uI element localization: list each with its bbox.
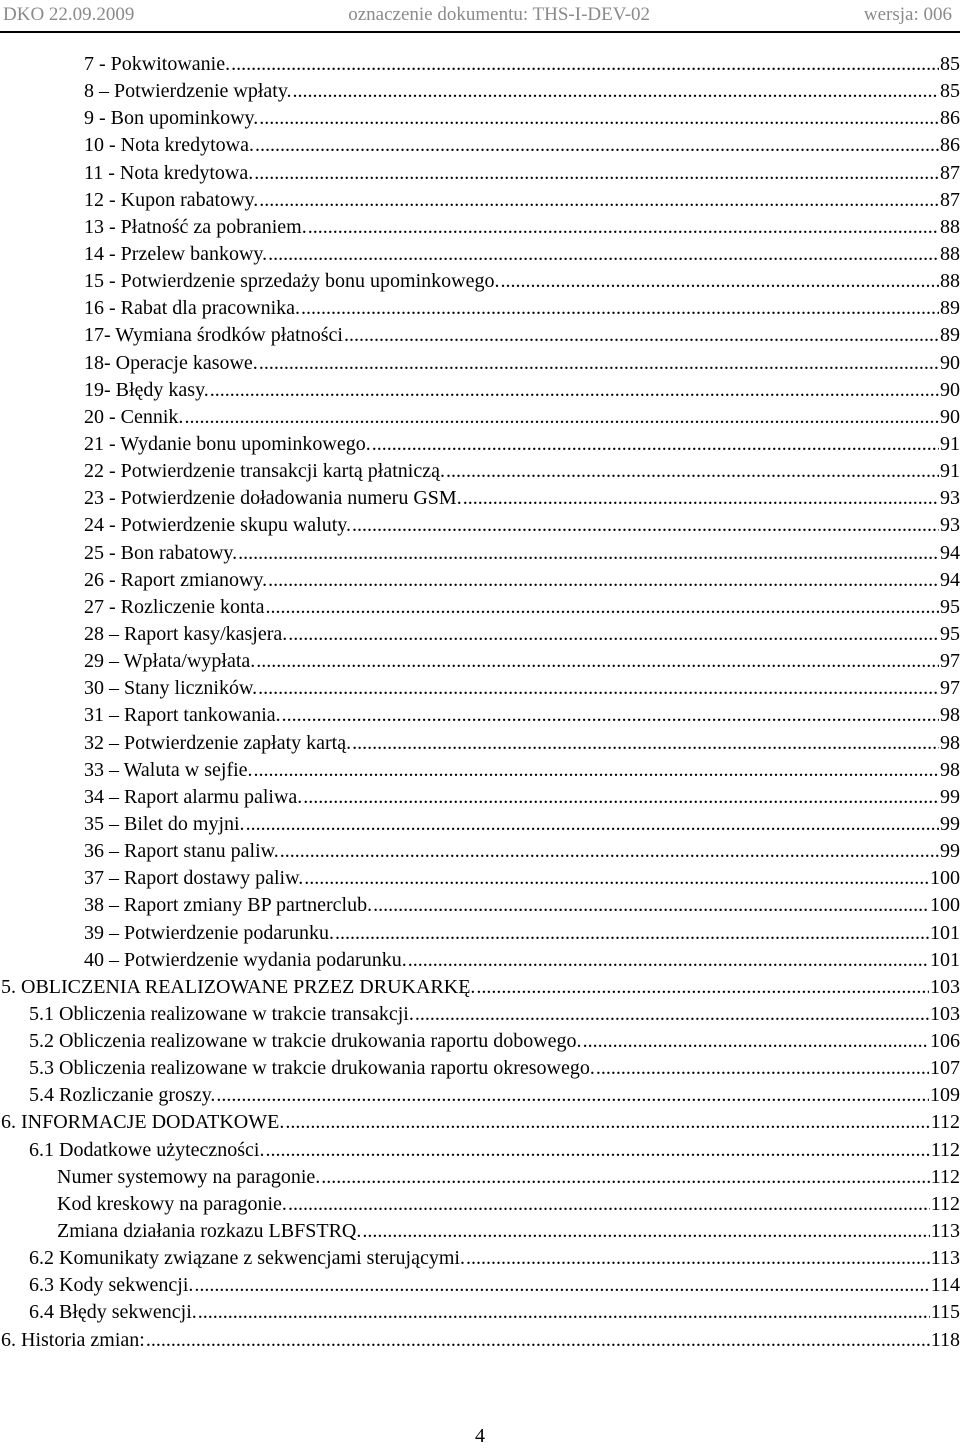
toc-entry-page: 114: [930, 1274, 960, 1297]
toc-entry[interactable]: [0, 51, 960, 78]
toc-entry-label: 5.2 Obliczenia realizowane w trakcie drukowania raportu dobowego.: [29, 1030, 582, 1053]
toc-entry[interactable]: [0, 1082, 960, 1109]
toc-entry-page: 89: [940, 324, 960, 347]
toc-entry-page: 99: [940, 812, 960, 835]
toc-entry-label: 6. Historia zmian:: [1, 1328, 145, 1351]
toc-entry-label: 30 – Stany liczników.: [84, 677, 258, 700]
toc-entry-label: 32 – Potwierdzenie zapłaty kartą.: [84, 731, 352, 754]
toc-entry-page: 91: [940, 460, 960, 483]
toc-entry[interactable]: [0, 105, 960, 132]
toc-entry-page: 88: [940, 215, 960, 238]
toc-entry-label: 18- Operacje kasowe.: [84, 351, 258, 374]
toc-leader-dots: [288, 1191, 930, 1218]
toc-entry-label: 9 - Bon upominkowy.: [84, 107, 259, 130]
toc-entry-label: 29 – Wpłata/wypłata.: [84, 650, 256, 673]
toc-leader-dots: [352, 730, 939, 757]
toc-entry-page: 103: [930, 975, 960, 998]
toc-entry[interactable]: [0, 1109, 960, 1136]
toc-entry[interactable]: [0, 160, 960, 187]
header-version: wersja: 006: [863, 4, 952, 25]
toc-entry-page: 103: [930, 1002, 960, 1025]
toc-entry[interactable]: [0, 268, 960, 295]
toc-leader-dots: [304, 865, 929, 892]
toc-entry-label: 6.3 Kody sekwencji.: [29, 1274, 194, 1297]
toc-entry-page: 91: [940, 432, 960, 455]
toc-entry-page: 90: [940, 351, 960, 374]
toc-leader-dots: [210, 377, 939, 404]
toc-leader-dots: [372, 431, 939, 458]
toc-entry-page: 86: [940, 134, 960, 157]
toc-entry-label: 25 - Bon rabatowy.: [84, 541, 238, 564]
toc-entry-page: 112: [930, 1165, 960, 1188]
toc-entry-label: 6.2 Komunikaty związane z sekwencjami sterującymi.: [29, 1247, 465, 1270]
toc-entry-page: 89: [940, 297, 960, 320]
toc-entry-page: 88: [940, 270, 960, 293]
toc-entry-page: 98: [940, 731, 960, 754]
toc-entry-label: 5. OBLICZENIA REALIZOWANE PRZEZ DRUKARKĘ.: [1, 975, 476, 998]
toc-entry-page: 97: [940, 650, 960, 673]
toc-entry-page: 101: [930, 921, 960, 944]
toc-entry[interactable]: [0, 458, 960, 485]
toc-entry-label: 14 - Przelew bankowy.: [84, 242, 268, 265]
toc-entry[interactable]: [0, 675, 960, 702]
toc-leader-dots: [303, 784, 939, 811]
toc-leader-dots: [266, 594, 940, 621]
toc-leader-dots: [308, 214, 939, 241]
toc-entry[interactable]: [0, 892, 960, 919]
toc-entry-label: 34 – Raport alarmu paliwa.: [84, 785, 303, 808]
toc-entry-label: 37 – Raport dostawy paliw.: [84, 867, 304, 890]
toc-entry-label: 27 - Rozliczenie konta: [84, 595, 265, 618]
toc-entry[interactable]: [0, 1001, 960, 1028]
toc-entry[interactable]: [0, 757, 960, 784]
toc-leader-dots: [321, 1164, 929, 1191]
toc-entry-label: 16 - Rabat dla pracownika.: [84, 297, 301, 320]
toc-entry[interactable]: [0, 730, 960, 757]
toc-entry-page: 99: [940, 785, 960, 808]
toc-entry[interactable]: [0, 811, 960, 838]
toc-leader-dots: [446, 458, 939, 485]
toc-entry-label: 5.1 Obliczenia realizowane w trakcie transakcji.: [29, 1002, 414, 1025]
toc-entry-label: 11 - Nota kredytowa.: [84, 161, 254, 184]
toc-entry-label: 24 - Potwierdzenie skupu waluty.: [84, 514, 351, 537]
toc-entry[interactable]: [0, 567, 960, 594]
toc-entry[interactable]: [0, 512, 960, 539]
toc-leader-dots: [255, 132, 939, 159]
toc-entry-label: 12 - Kupon rabatowy.: [84, 188, 259, 211]
toc-entry[interactable]: [0, 431, 960, 458]
toc-leader-dots: [259, 187, 939, 214]
toc-leader-dots: [373, 892, 929, 919]
toc-entry[interactable]: [0, 1191, 960, 1218]
toc-entry-page: 94: [940, 541, 960, 564]
toc-entry-label: 20 - Cennik.: [84, 405, 184, 428]
toc-entry[interactable]: [0, 594, 960, 621]
toc-entry-page: 95: [940, 622, 960, 645]
toc-entry[interactable]: [0, 404, 960, 431]
toc-entry-label: 21 - Wydanie bonu upominkowego.: [84, 432, 371, 455]
toc-entry-page: 113: [930, 1220, 960, 1243]
toc-entry[interactable]: [0, 838, 960, 865]
page-number: 4: [475, 1425, 485, 1447]
toc-entry[interactable]: [0, 377, 960, 404]
toc-leader-dots: [344, 322, 939, 349]
toc-entry-label: 36 – Raport stanu paliw.: [84, 840, 279, 863]
toc-entry-label: 13 - Płatność za pobraniem.: [84, 215, 307, 238]
toc-entry[interactable]: [0, 485, 960, 512]
toc-entry-label: 22 - Potwierdzenie transakcji kartą płatniczą.: [84, 460, 445, 483]
toc-entry[interactable]: [0, 621, 960, 648]
toc-entry-page: 115: [930, 1301, 960, 1324]
toc-entry[interactable]: [0, 1327, 960, 1354]
toc-entry-page: 85: [940, 53, 960, 75]
toc-entry[interactable]: [0, 1299, 960, 1326]
toc-entry[interactable]: [0, 1055, 960, 1082]
toc-entry-label: 5.4 Rozliczanie groszy.: [29, 1084, 216, 1107]
toc-entry-page: 93: [940, 487, 960, 510]
toc-leader-dots: [259, 350, 939, 377]
toc-entry-label: 15 - Potwierdzenie sprzedaży bonu upominkowego.: [84, 270, 500, 293]
toc-entry-page: 113: [930, 1247, 960, 1270]
toc-entry-page: 101: [930, 948, 960, 971]
toc-entry-label: 17- Wymiana środków płatności: [84, 324, 343, 347]
toc-entry-label: 33 – Waluta w sejfie.: [84, 758, 253, 781]
toc-entry[interactable]: [0, 350, 960, 377]
toc-entry[interactable]: [0, 865, 960, 892]
toc-entry-label: 6.1 Dodatkowe użyteczności.: [29, 1138, 265, 1161]
toc-entry-label: Zmiana działania rozkazu LBFSTRQ.: [57, 1220, 362, 1243]
toc-entry[interactable]: [0, 132, 960, 159]
toc-entry-label: 6.4 Błędy sekwencji.: [29, 1301, 197, 1324]
toc-entry-page: 93: [940, 514, 960, 537]
page-header: [3, 4, 952, 30]
toc-leader-dots: [268, 241, 939, 268]
header-document-id: oznaczenie dokumentu: THS-I-DEV-02: [348, 4, 651, 25]
toc-entry[interactable]: [0, 1137, 960, 1164]
toc-leader-dots: [280, 838, 939, 865]
toc-entry-page: 87: [940, 188, 960, 211]
toc-leader-dots: [254, 757, 939, 784]
toc-leader-dots: [194, 1272, 929, 1299]
toc-leader-dots: [335, 920, 929, 947]
toc-leader-dots: [216, 1082, 929, 1109]
toc-entry-label: 40 – Potwierdzenie wydania podarunku.: [84, 948, 407, 971]
table-of-contents: [0, 51, 960, 1354]
toc-entry-page: 106: [930, 1030, 960, 1053]
toc-entry-label: 26 - Raport zmianowy.: [84, 568, 268, 591]
toc-leader-dots: [596, 1055, 929, 1082]
toc-leader-dots: [184, 404, 939, 431]
toc-entry-label: 6. INFORMACJE DODATKOWE.: [1, 1111, 285, 1134]
toc-entry-page: 100: [930, 894, 960, 917]
toc-entry-page: 86: [940, 107, 960, 130]
toc-entry-label: 23 - Potwierdzenie doładowania numeru GSM.: [84, 487, 462, 510]
toc-entry-page: 97: [940, 677, 960, 700]
toc-leader-dots: [258, 675, 939, 702]
toc-leader-dots: [476, 974, 929, 1001]
toc-entry[interactable]: [0, 1164, 960, 1191]
header-date: DKO 22.09.2009: [3, 4, 135, 25]
toc-leader-dots: [268, 567, 939, 594]
toc-leader-dots: [238, 540, 939, 567]
toc-entry[interactable]: [0, 1218, 960, 1245]
toc-entry-label: 31 – Raport tankowania.: [84, 704, 281, 727]
toc-leader-dots: [254, 160, 939, 187]
toc-entry[interactable]: [0, 784, 960, 811]
toc-entry-page: 95: [940, 595, 960, 618]
toc-entry[interactable]: [0, 702, 960, 729]
toc-entry[interactable]: [0, 540, 960, 567]
toc-entry-page: 85: [940, 80, 960, 103]
toc-leader-dots: [231, 51, 939, 78]
toc-entry-label: 39 – Potwierdzenie podarunku.: [84, 921, 334, 944]
toc-entry[interactable]: [0, 1028, 960, 1055]
toc-entry-label: 28 – Raport kasy/kasjera.: [84, 622, 288, 645]
toc-entry-label: 35 – Bilet do myjni.: [84, 812, 245, 835]
toc-entry-page: 100: [930, 867, 960, 890]
toc-leader-dots: [362, 1218, 929, 1245]
toc-entry-page: 88: [940, 242, 960, 265]
toc-leader-dots: [415, 1001, 929, 1028]
toc-entry[interactable]: [0, 187, 960, 214]
toc-entry-page: 112: [930, 1138, 960, 1161]
toc-entry-page: 99: [940, 840, 960, 863]
toc-leader-dots: [146, 1327, 930, 1354]
toc-entry-page: 112: [930, 1111, 960, 1134]
toc-entry[interactable]: [0, 947, 960, 974]
toc-leader-dots: [288, 621, 939, 648]
toc-entry-page: 112: [930, 1192, 960, 1215]
toc-entry-label: 38 – Raport zmiany BP partnerclub.: [84, 894, 373, 917]
toc-entry-page: 87: [940, 161, 960, 184]
toc-entry-label: Numer systemowy na paragonie.: [57, 1165, 321, 1188]
toc-entry-page: 90: [940, 405, 960, 428]
toc-entry[interactable]: [0, 974, 960, 1001]
toc-entry-page: 98: [940, 704, 960, 727]
toc-leader-dots: [500, 268, 939, 295]
toc-entry-label: 19- Błędy kasy.: [84, 378, 209, 401]
toc-leader-dots: [466, 1245, 930, 1272]
header-rule: [0, 31, 960, 33]
toc-entry[interactable]: [0, 78, 960, 105]
toc-entry[interactable]: [0, 322, 960, 349]
toc-entry-page: 118: [930, 1328, 960, 1351]
toc-entry-page: 109: [930, 1084, 960, 1107]
toc-entry-page: 107: [930, 1057, 960, 1080]
toc-entry-label: 7 - Pokwitowanie.: [84, 53, 231, 75]
toc-entry[interactable]: [0, 920, 960, 947]
toc-entry[interactable]: [0, 241, 960, 268]
toc-leader-dots: [265, 1137, 929, 1164]
toc-entry-page: 90: [940, 378, 960, 401]
toc-entry[interactable]: [0, 1245, 960, 1272]
toc-leader-dots: [301, 295, 939, 322]
toc-entry[interactable]: [0, 1272, 960, 1299]
toc-entry[interactable]: [0, 214, 960, 241]
toc-leader-dots: [285, 1109, 929, 1136]
toc-entry-page: 94: [940, 568, 960, 591]
toc-leader-dots: [259, 105, 939, 132]
toc-leader-dots: [256, 648, 939, 675]
toc-entry[interactable]: [0, 648, 960, 675]
toc-leader-dots: [246, 811, 939, 838]
toc-entry-label: Kod kreskowy na paragonie.: [57, 1192, 287, 1215]
toc-entry-label: 10 - Nota kredytowa.: [84, 134, 254, 157]
toc-entry-label: 8 – Potwierdzenie wpłaty.: [84, 80, 292, 103]
toc-entry-label: 5.3 Obliczenia realizowane w trakcie drukowania raportu okresowego.: [29, 1057, 595, 1080]
toc-entry-page: 98: [940, 758, 960, 781]
toc-leader-dots: [408, 947, 929, 974]
toc-leader-dots: [282, 702, 939, 729]
toc-leader-dots: [463, 485, 939, 512]
toc-leader-dots: [293, 78, 939, 105]
toc-leader-dots: [352, 512, 939, 539]
toc-entry[interactable]: [0, 295, 960, 322]
toc-leader-dots: [583, 1028, 929, 1055]
toc-leader-dots: [198, 1299, 930, 1326]
